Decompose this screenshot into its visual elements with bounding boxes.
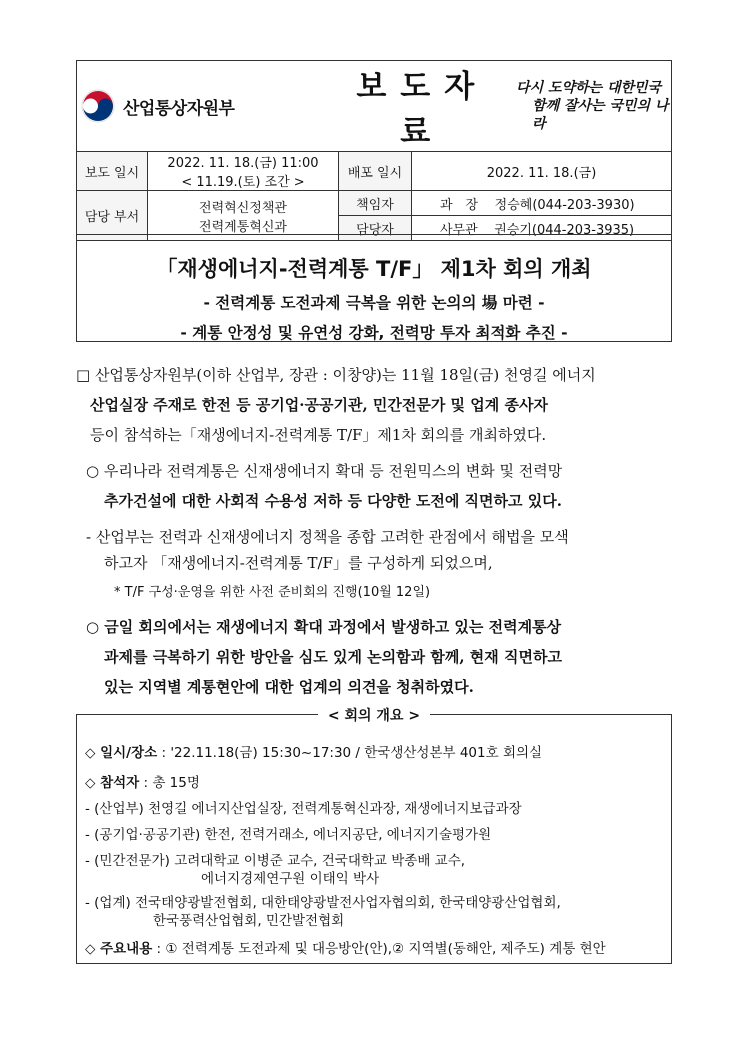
para-3-line-2: 하고자 「재생에너지-전력계통 T/F」를 구성하게 되었으며, [104,554,493,572]
summary-title: < 회의 개요 > [318,708,430,724]
header-table [76,60,672,241]
dept-label: 담당 부서 [77,191,148,241]
para-3-line-1: - 산업부는 전력과 신재생에너지 정책을 종합 고려한 관점에서 해법을 모색 [86,528,569,546]
attendee-group-public: - (공기업·공공기관) 한전, 전력거래소, 에너지공단, 에너지기술평가원 [85,827,492,843]
slogan [506,79,671,133]
ministry-name: 산업통상자원부 [123,98,235,119]
para-4-line-2: 과제를 극복하기 위한 방안을 심도 있게 논의함과 함께, 현재 직면하고 [104,648,562,666]
page-title: 보도자료 [356,69,489,150]
ministry-logo [77,89,339,123]
attendee-group-industry-1: - (업계) 전국태양광발전협회, 대한태양광발전사업자협의회, 한국태양광산업협회, [85,895,561,911]
report-date: 2022. 11. 18.(금) 11:00 < 11.19.(토) 조간 > [148,152,339,191]
para-1-line-3: 등이 참석하는「재생에너지-전력계통 T/F」제1차 회의를 개최하였다. [90,426,547,444]
summary-datetime: ◇ 일시/장소 : '22.11.18(금) 15:30~17:30 / 한국생산성본부 401호 회의실 [85,745,543,761]
para-1-line-2: 산업실장 주재로 한전 등 공기업·공공기관, 민간전문가 및 업계 종사자 [90,396,548,414]
attendee-group-experts-2: 에너지경제연구원 이태익 박사 [201,871,380,887]
para-3-note: * T/F 구성·운영을 위한 사전 준비회의 진행(10월 12일) [114,585,431,600]
subheadline-1: - 전력계통 도전과제 극복을 위한 논의의 場 마련 - [203,294,545,312]
subheadline-2: - 계통 안정성 및 유연성 강화, 전력망 투자 최적화 추진 - [180,324,568,342]
meeting-summary-box [76,708,672,964]
dept-names: 전력혁신정책관 전력계통혁신과 [148,191,339,241]
para-2-line-2: 추가건설에 대한 사회적 수용성 저하 등 다양한 도전에 직면하고 있다. [104,492,562,510]
summary-topics: ◇ 주요내용 : ① 전력계통 도전과제 및 대응방안(안),② 지역별(동해안, 제주도) 계통 현안 [85,941,606,957]
attendee-group-ministry: - (산업부) 천영길 에너지산업실장, 전력계통혁신과장, 재생에너지보급과장 [85,801,522,817]
headline: 「재생에너지-전력계통 T/F」 제1차 회의 개최 [156,257,592,281]
taegeuk-icon [81,89,115,123]
slogan-line1: 다시 도약하는 대한민국 [516,80,662,96]
contact-label: 담당자 [339,216,412,241]
para-4-line-1: ○ 금일 회의에서는 재생에너지 확대 과정에서 발생하고 있는 전력계통상 [86,618,562,636]
attendee-group-experts-1: - (민간전문가) 고려대학교 이병준 교수, 건국대학교 박종배 교수, [85,853,466,869]
summary-attendees: ◇ 참석자 : 총 15명 [85,775,200,791]
contact-person: 사무관 권승기(044-203-3935) [412,216,672,241]
para-1-line-1: □ 산업통상자원부(이하 산업부, 장관 : 이창양)는 11월 18일(금) 천영길 에너지 [76,366,596,384]
distribution-date: 2022. 11. 18.(금) [412,152,672,191]
headline-box [76,234,672,342]
distribution-label: 배포 일시 [339,152,412,191]
para-2-line-1: ○ 우리나라 전력계통은 신재생에너지 확대 등 전원믹스의 변화 및 전력망 [86,462,563,480]
report-date-label: 보도 일시 [77,152,148,191]
attendee-group-industry-2: 한국풍력산업협회, 민간발전협회 [153,913,345,929]
responsible-label: 책임자 [339,191,412,216]
slogan-line2: 함께 잘사는 국민의 나라 [532,98,669,132]
para-4-line-3: 있는 지역별 계통현안에 대한 업계의 의견을 청취하였다. [104,678,474,696]
responsible-person: 과 장 정승혜(044-203-3930) [412,191,672,216]
